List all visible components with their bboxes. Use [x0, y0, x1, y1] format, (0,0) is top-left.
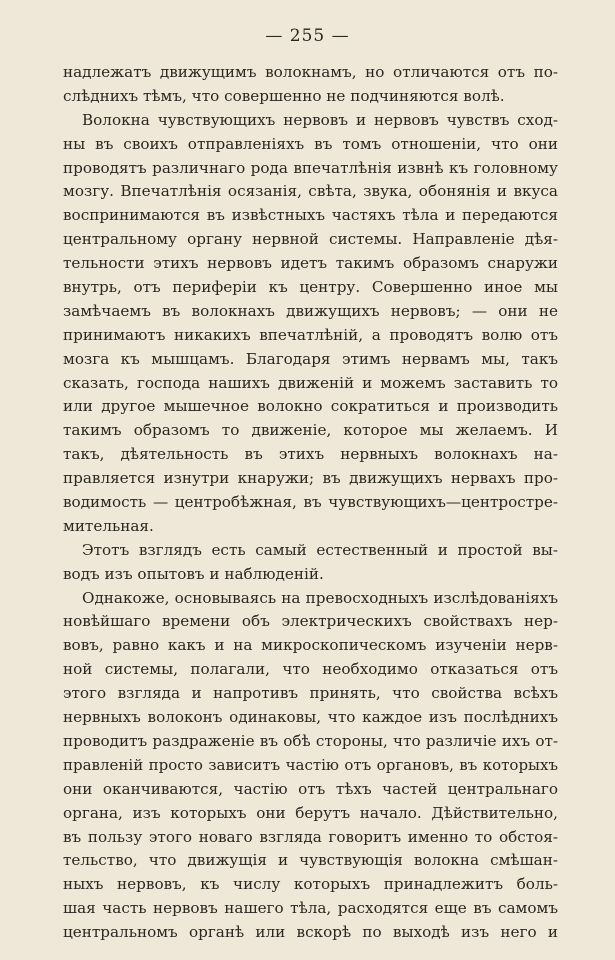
text-line: мозгу. Впечатлѣнія осязанія, свѣта, звука, обонянія и вкуса [63, 182, 558, 201]
text-line: центральномъ органѣ или вскорѣ по выходѣ изъ него и [63, 923, 558, 942]
text-line: органа, изъ которыхъ они берутъ начало. Дѣйствительно, [63, 803, 558, 822]
text-line: проводятъ различнаго рода впечатлѣнія извнѣ къ головному [63, 158, 558, 177]
text-line: вовъ, равно какъ и на микроскопическомъ изученіи нерв- [63, 636, 558, 655]
text-line: замѣчаемъ въ волокнахъ движущихъ нервовъ; — они не [63, 301, 558, 320]
text-line: слѣднихъ тѣмъ, что совершенно не подчиняются волѣ. [63, 86, 505, 105]
body-text [63, 61, 558, 945]
text-line: Волокна чувствующихъ нервовъ и нервовъ чувствъ сход- [82, 110, 558, 129]
text-line: такъ, дѣятельность въ этихъ нервныхъ волокнахъ на- [63, 445, 558, 464]
text-line: надлежатъ движущимъ волокнамъ, но отличаются отъ по- [63, 63, 558, 81]
text-line: водимость — центробѣжная, въ чувствующихъ—центростре- [63, 493, 558, 512]
text-line: шая часть нервовъ нашего тѣла, расходятся еще въ самомъ [63, 899, 558, 918]
text-line: нервныхъ волоконъ одинаковы, что каждое изъ послѣднихъ [63, 708, 558, 727]
text-line: тельности этихъ нервовъ идетъ такимъ образомъ снаружи [63, 254, 558, 273]
text-line: правленій просто зависитъ частію отъ органовъ, въ которыхъ [63, 755, 558, 774]
text-line: Этотъ взглядъ есть самый естественный и простой вы- [82, 540, 558, 559]
text-line: такимъ образомъ то движеніе, которое мы желаемъ. И [63, 421, 558, 440]
text-line: сказать, господа нашихъ движеній и можемъ заставить то [63, 373, 558, 392]
text-line: ны въ своихъ отправленіяхъ въ томъ отношеніи, что они [63, 134, 558, 153]
text-line: проводитъ раздраженіе въ обѣ стороны, что различіе ихъ от- [63, 731, 558, 750]
text-line: воспринимаются въ извѣстныхъ частяхъ тѣла и передаются [63, 206, 558, 225]
text-line: мительная. [63, 516, 154, 535]
page-number: — 255 — [265, 26, 350, 46]
text-line: центральному органу нервной системы. Направленіе дѣя- [63, 230, 558, 249]
text-line: ныхъ нервовъ, къ числу которыхъ принадлежитъ боль- [63, 875, 558, 894]
text-line: внутрь, отъ периферіи къ центру. Совершенно иное мы [63, 278, 558, 297]
text-line: Однакоже, основываясь на превосходныхъ изслѣдованіяхъ [82, 588, 558, 607]
text-line: мозга къ мышцамъ. Благодаря этимъ нервамъ мы, такъ [63, 349, 558, 368]
text-line: правляется изнутри кнаружи; въ движущихъ нервахъ про- [63, 469, 558, 488]
text-line: ной системы, полагали, что необходимо отказаться отъ [63, 660, 558, 679]
text-line: въ пользу этого новаго взгляда говоритъ именно то обстоя- [63, 827, 558, 846]
text-line: новѣйшаго времени объ электрическихъ свойствахъ нер- [63, 612, 558, 631]
text-line: водъ изъ опытовъ и наблюденій. [63, 564, 324, 583]
text-line: тельство, что движущія и чувствующія волокна смѣшан- [63, 851, 558, 870]
text-line: этого взгляда и напротивъ принять, что свойства всѣхъ [63, 684, 558, 703]
text-line: они оканчиваются, частію отъ тѣхъ частей центральнаго [63, 779, 558, 798]
text-line: принимаютъ никакихъ впечатлѣній, а проводятъ волю отъ [63, 325, 558, 344]
text-line: или другое мышечное волокно сократиться и производить [63, 397, 558, 416]
